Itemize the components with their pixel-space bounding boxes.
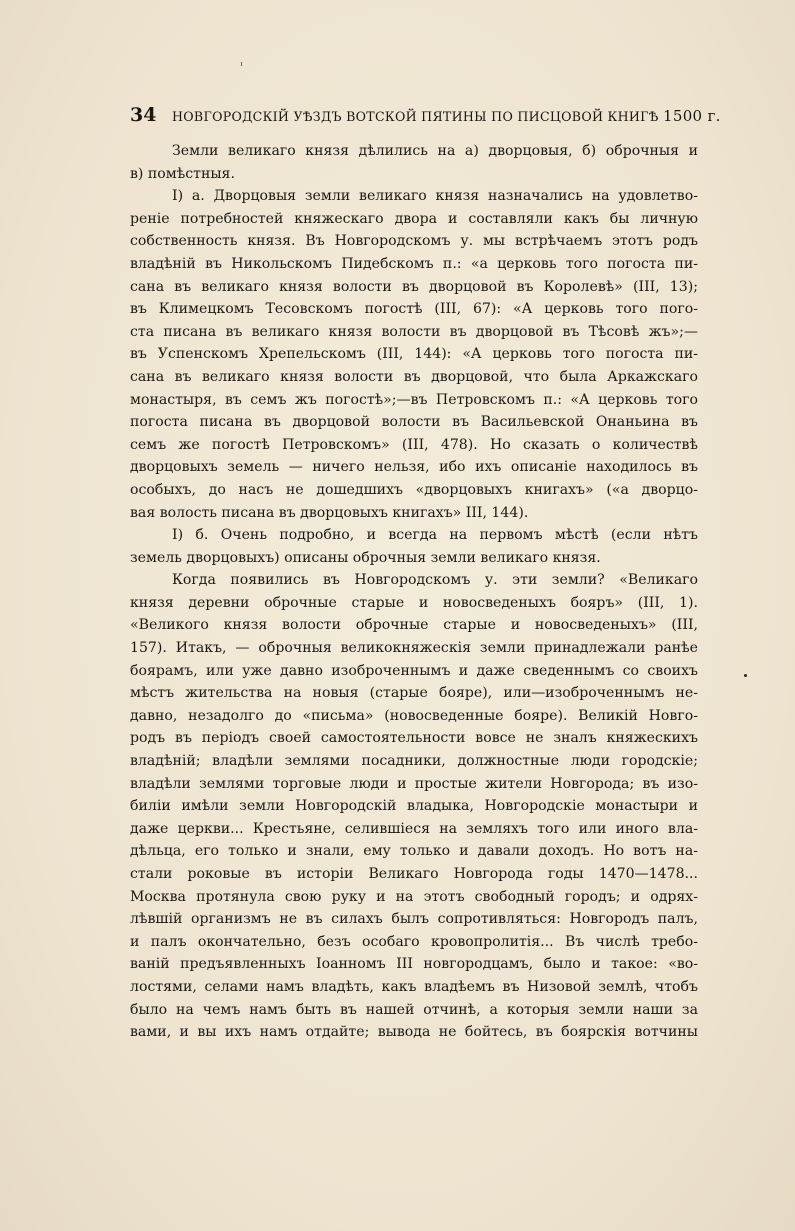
text-line: сана въ великаго князя волости въ дворцовой въ Королевѣ» (III, 13);: [130, 278, 698, 295]
text-line: монастыря, въ семъ жъ погостѣ»;—въ Петровскомъ п.: «А церковь того: [130, 391, 698, 408]
text-line: стали роковые въ исторіи Великаго Новгорода годы 1470—1478...: [130, 866, 698, 882]
text-line: собственность князя. Въ Новгородскомъ у. мы встрѣчаемъ этотъ родъ: [130, 233, 698, 250]
text-line: вая волость писана въ дворцовыхъ книгахъ» III, 144).: [130, 504, 529, 521]
text-line: владѣли землями торговые люди и простые жители Новгорода; въ изо-: [130, 775, 698, 792]
running-head: [172, 106, 721, 127]
text-line: семъ же погостѣ Петровскомъ» (III, 478). Но сказать о количествѣ: [130, 436, 698, 453]
text-line: лѣвшій организмъ не въ силахъ былъ сопротивляться: Новгородъ палъ,: [130, 911, 698, 928]
text-line: Москва протянула свою руку и на этотъ свободный городъ; и одрях-: [130, 888, 698, 905]
text-line: въ Успенскомъ Хрепельскомъ (III, 144): «А церковь того погоста пи-: [130, 346, 698, 363]
text-line: владѣній; владѣли землями посадники, должностные люди городскіе;: [130, 753, 698, 770]
text-line: сана въ великаго князя волости въ дворцовой, что была Аркажскаго: [130, 368, 698, 385]
scan-speck: [241, 62, 242, 66]
running-head-title: НОВГОРОДСКІЙ УѢЗДЪ ВОТСКОЙ ПЯТИНЫ ПО ПИСЦОВОЙ КНИГѢ: [172, 109, 659, 124]
text-line: Когда появились въ Новгородскомъ у. эти земли? «Великаго: [172, 572, 698, 589]
text-line: «Великого князя волости оброчные старые и новосведеныхъ» (III,: [130, 617, 698, 634]
text-line: ваній предъявленныхъ Іоанномъ III новгородцамъ, было и такое: «во-: [130, 956, 698, 973]
text-line: биліи имѣли земли Новгородскій владыка, Новгородскіе монастыри и: [130, 798, 698, 815]
text-line: и палъ окончательно, безъ особаго кровопролитія... Въ числѣ требо-: [130, 933, 698, 950]
text-line: Земли великаго князя дѣлились на а) дворцовыя, б) оброчныя и: [172, 143, 698, 159]
text-line: земель дворцовыхъ) описаны оброчныя земли великаго князя.: [130, 549, 601, 566]
text-line: князя деревни оброчные старые и новосведеныхъ бояръ» (III, 1).: [130, 594, 698, 611]
running-head-year: 1500 г.: [663, 107, 721, 125]
text-line: дѣльца, его только и знали, ему только и давали доходъ. Но вотъ на-: [130, 843, 698, 860]
text-line: I) а. Дворцовыя земли великаго князя назначались на удовлетво-: [172, 188, 698, 205]
margin-dot: [744, 674, 747, 677]
page-number: 34: [130, 104, 157, 126]
text-line: лостями, селами намъ владѣть, какъ владѣемъ въ Низовой землѣ, чтобъ: [130, 978, 698, 995]
text-line: в) помѣстныя.: [130, 165, 235, 182]
text-line: давно, незадолго до «письма» (новосведенные бояре). Великій Новго-: [130, 707, 698, 724]
text-line: ста писана въ великаго князя волости въ дворцовой въ Тѣсовѣ жъ»;—: [130, 323, 698, 340]
text-line: реніе потребностей княжескаго двора и составляли какъ бы личную: [130, 210, 698, 227]
text-line: владѣній въ Никольскомъ Пидебскомъ п.: «а церковь того погоста пи-: [130, 255, 698, 272]
page-header: [130, 103, 721, 127]
text-line: I) б. Очень подробно, и всегда на первомъ мѣстѣ (если нѣтъ: [172, 527, 698, 544]
text-line: особыхъ, до насъ не дошедшихъ «дворцовыхъ книгахъ» («а дворцо-: [130, 481, 698, 498]
text-line: мѣстъ жительства на новыя (старые бояре), или—изоброченнымъ не-: [130, 685, 698, 702]
text-line: вами, и вы ихъ намъ отдайте; вывода не бойтесь, въ боярскія вотчины: [130, 1024, 698, 1041]
text-line: было на чемъ намъ быть въ нашей отчинѣ, а которыя земли наши за: [130, 1001, 698, 1018]
body-text: [130, 140, 698, 1044]
text-line: 157). Итакъ, — оброчныя великокняжескія земли принадлежали ранѣе: [130, 640, 698, 657]
text-line: родъ въ періодъ своей самостоятельности вовсе не зналъ княжескихъ: [130, 730, 698, 747]
text-line: въ Климецкомъ Тесовскомъ погостѣ (III, 67): «А церковь того пого-: [130, 301, 698, 318]
text-line: дворцовыхъ земель — ничего нельзя, ибо ихъ описаніе находилось въ: [130, 459, 698, 476]
text-line: даже церкви... Крестьяне, селившіеся на земляхъ того или иного вла-: [130, 820, 698, 837]
text-line: погоста писана въ дворцовой волости въ Васильевской Онаньина въ: [130, 414, 698, 431]
text-line: боярамъ, или уже давно изоброченнымъ и даже сведеннымъ со своихъ: [130, 662, 698, 679]
